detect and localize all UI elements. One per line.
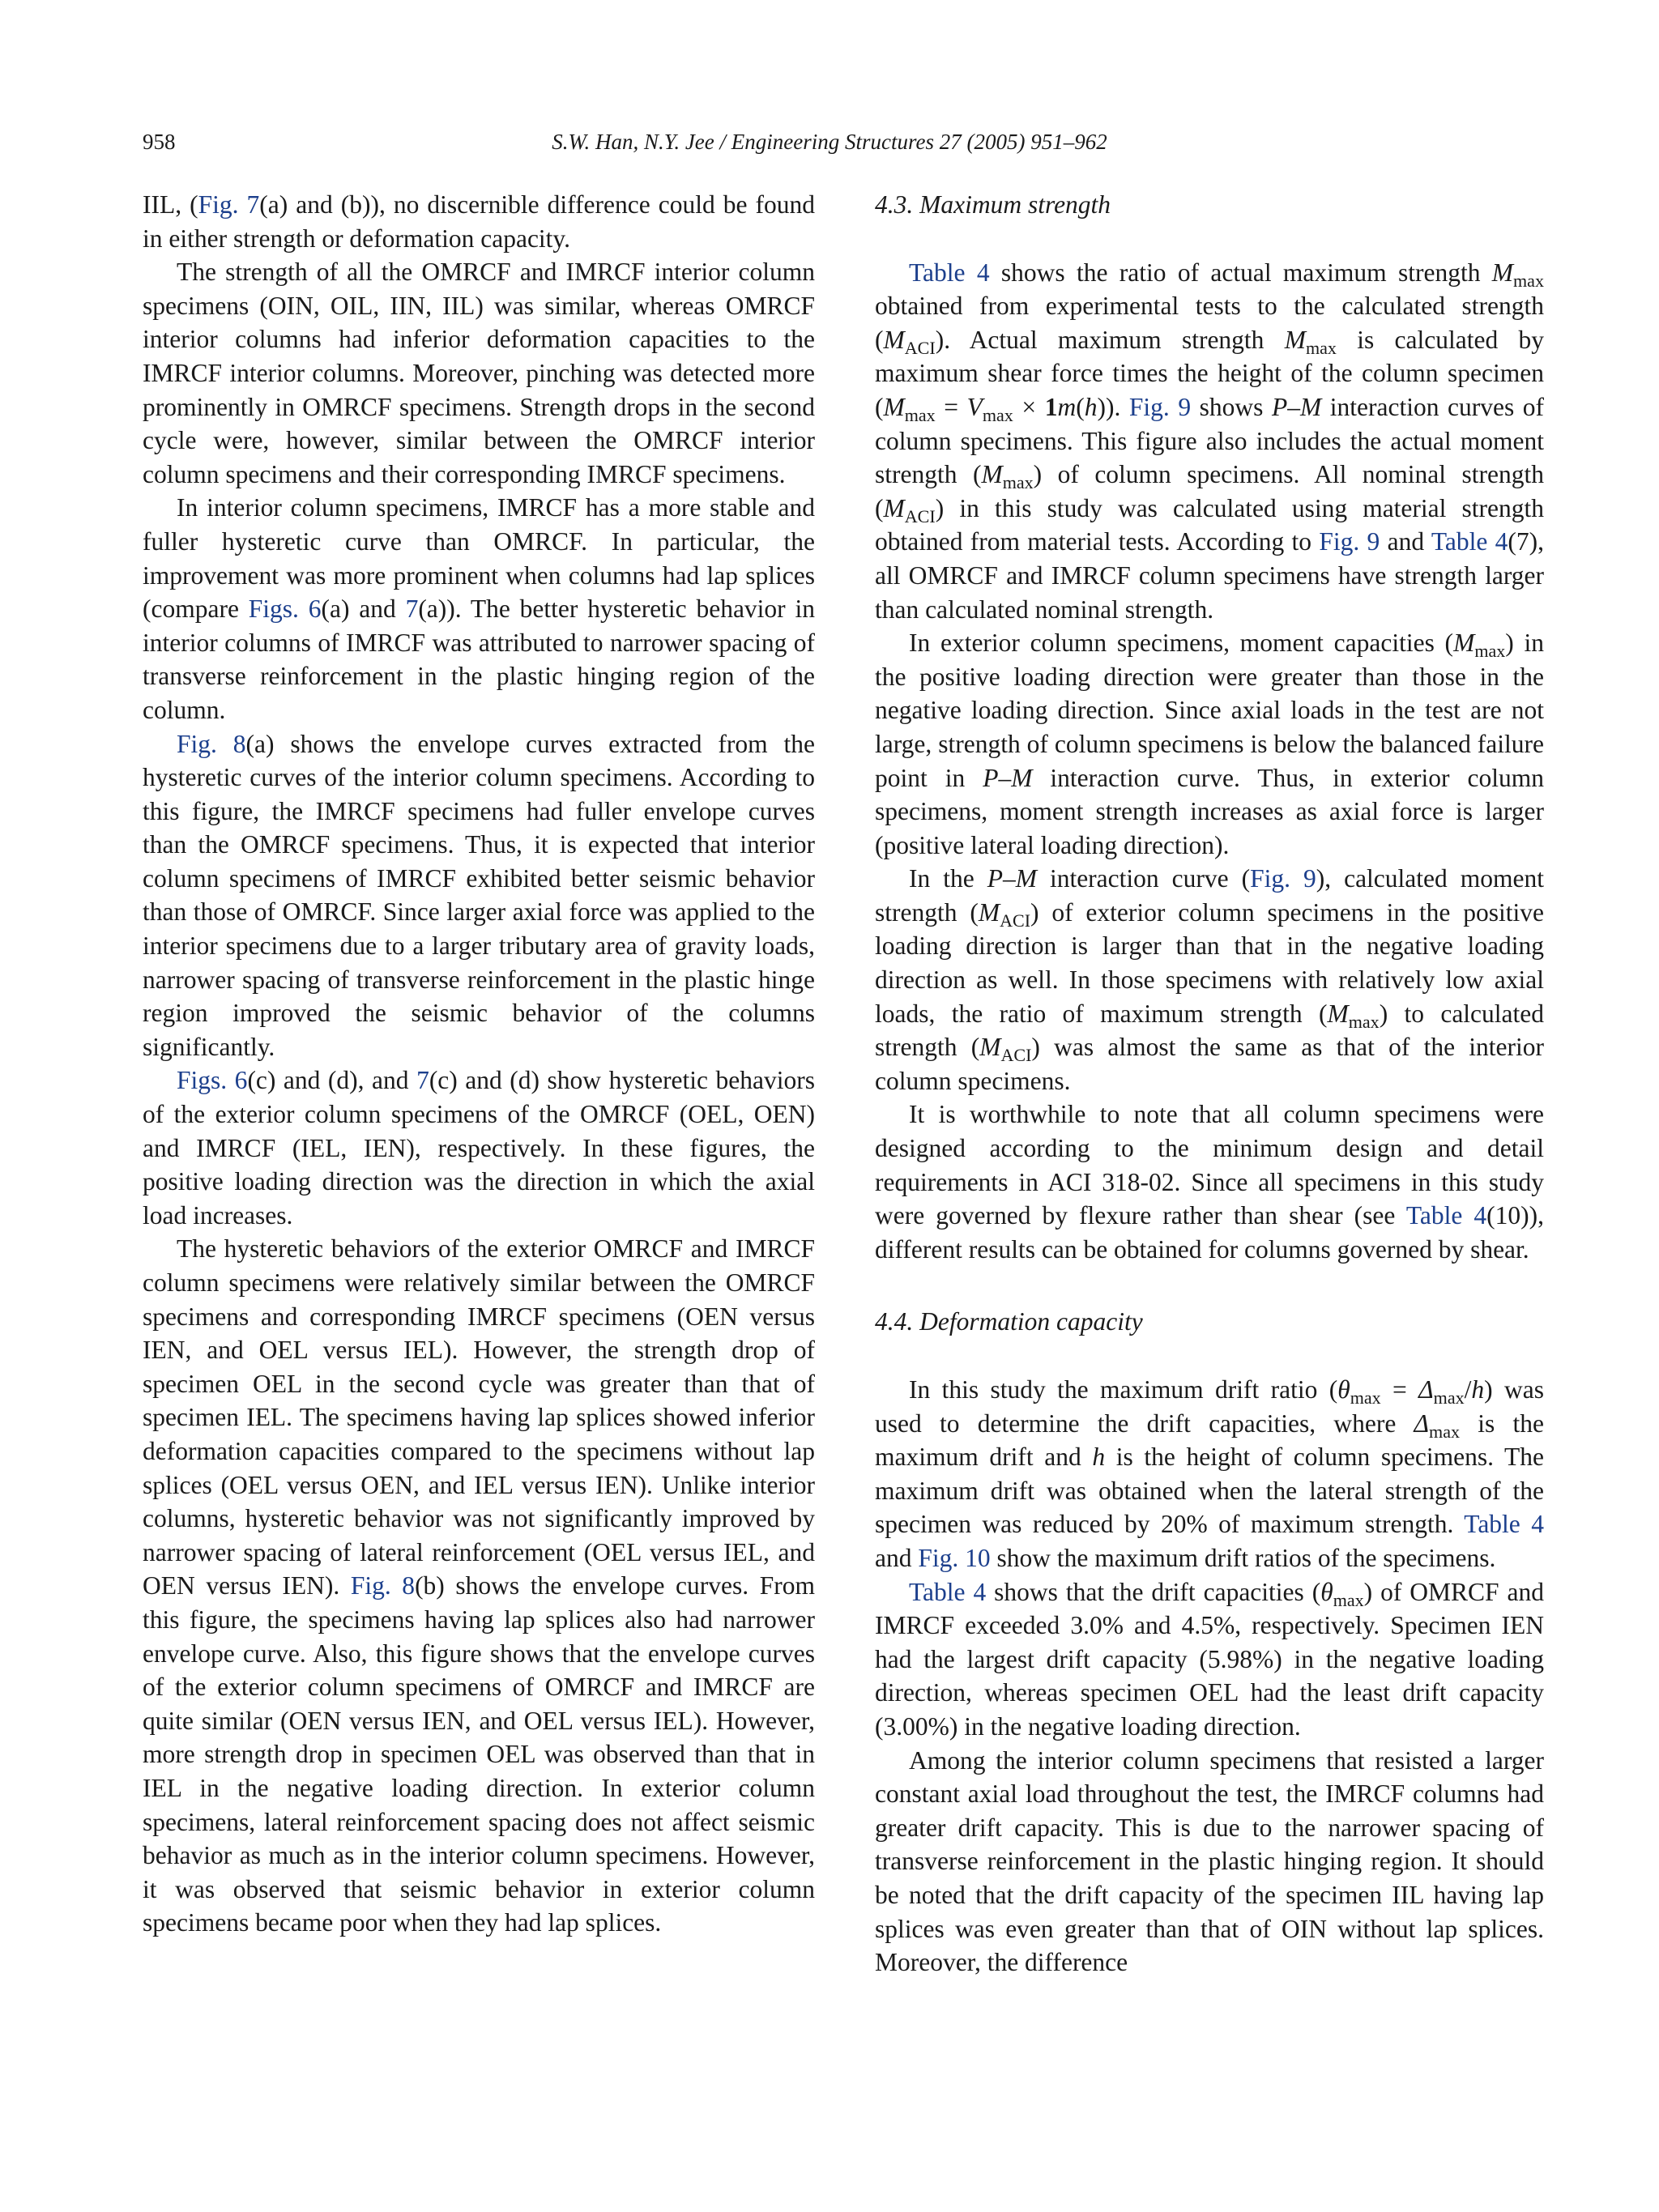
paragraph-pm-interaction: In the P–M interaction curve (Fig. 9), calculated moment strength $(M_{ACI})$ of exterior column specimens in the positive loading direction is larger than that in the negative loading direction as well. In those specimens with relatively low axial loads, the ratio of maximum strength $(M_{max})$ to calculated strength $(M_{ACI})$ was almost the same as that of the interior column specimens. <box>875 864 1545 1095</box>
right-column <box>875 188 1544 1980</box>
section-heading-maximum-strength: 4.3. Maximum strength <box>875 190 1111 219</box>
running-head: S.W. Han, N.Y. Jee / Engineering Structures 27 (2005) 951–962 <box>552 130 1107 154</box>
fig-9-link[interactable]: Fig. 9 <box>1128 392 1192 421</box>
fig-7-link[interactable]: 7 <box>416 1066 429 1095</box>
paragraph-interior-strength: The strength of all the OMRCF and IMRCF interior column specimens (OIN, OIL, IIN, IIL) was similar, whereas OMRCF interior columns had inferior deformation capacities to the IMRCF interior columns. Moreover, pinching was detected more prominently in OMRCF specimens. Strength drops in the second cycle were, however, similar between the OMRCF interior column specimens and their corresponding IMRCF specimens. <box>143 258 815 488</box>
table-4-link[interactable]: Table 4 <box>1431 527 1508 556</box>
table-4-link[interactable]: Table 4 <box>909 1577 987 1606</box>
fig-10-link[interactable]: Fig. 10 <box>918 1543 991 1572</box>
fig-9-link[interactable]: Fig. 9 <box>1319 527 1380 556</box>
page-number: 958 <box>143 130 176 154</box>
paragraph-exterior-hysteresis: The hysteretic behaviors of the exterior OMRCF and IMRCF column specimens were relatively similar between the OMRCF specimens and corresponding IMRCF specimens (OEN versus IEN, and OEL versus IEL). However, the strength drop of specimen OEL in the second cycle was greater than that of specimen IEL. The specimens having lap splices showed inferior deformation capacities compared to the specimens without lap splices (OEL versus OEN, and IEL versus IEN). Unlike interior columns, hysteretic behavior was not significantly improved by narrower spacing of lateral reinforcement (OEL versus IEL, and OEN versus IEN). Fig. 8(b) shows the envelope curves. From this figure, the specimens having lap splices also had narrower envelope curve. Also, this figure shows that the envelope curves of the exterior column specimens of OMRCF and IMRCF are quite similar (OEN versus IEN, and OEL versus IEL). However, more strength drop in specimen OEL was observed than that in IEL in the negative loading direction. In exterior column specimens, lateral reinforcement spacing does not affect seismic behavior as much as in the interior column specimens. However, it was observed that seismic behavior in exterior column specimens became poor when they had lap splices. <box>143 1234 815 1937</box>
figs-6-link[interactable]: Figs. 6 <box>248 595 322 624</box>
paragraph-exterior-moment: In exterior column specimens, moment capacities $(M_{max})$ in the positive loading direction were greater than those in the negative loading direction. Since axial loads in the test are not large, strength of column specimens is below the balanced failure point in P–M interaction curve. Thus, in exterior column specimens, moment strength increases as axial force is larger (positive lateral loading direction). <box>875 629 1545 859</box>
paragraph-exterior-figures: Figs. 6(c) and (d), and 7(c) and (d) show hysteretic behaviors of the exterior column specimens of the OMRCF (OEL, OEN) and IMRCF (IEL, IEN), respectively. In these figures, the positive loading direction was the direction in which the axial load increases. <box>143 1066 816 1230</box>
paragraph-drift-ratio: In this study the maximum drift ratio $(\theta_{max} = \Delta_{max}/h)$ was used to determine the drift capacities, where $\Delta_{max}$ is the maximum drift and h is the height of column specimens. The maximum drift was obtained when the lateral strength of the specimen was reduced by 20% of maximum strength. Table 4 and Fig. 10 show the maximum drift ratios of the specimens. <box>875 1375 1544 1572</box>
fig-7-link[interactable]: Fig. 7 <box>198 190 260 219</box>
paragraph-aci-design: It is worthwhile to note that all column specimens were designed according to the minimum design and detail requirements in ACI 318-02. Since all specimens in this study were governed by flexure rather than shear (see Table 4(10)), different results can be obtained for columns governed by shear. <box>875 1100 1544 1264</box>
paragraph-interior-drift: Among the interior column specimens that resisted a larger constant axial load throughout the test, the IMRCF columns had greater drift capacity. This is due to the narrower spacing of transverse reinforcement in the plastic hinging region. It should be noted that the drift capacity of the specimen IIL having lap splices was even greater than that of OIN without lap splices. Moreover, the difference <box>875 1745 1544 1977</box>
fig-9-link[interactable]: Fig. 9 <box>1250 864 1316 893</box>
paragraph-interior-envelope: Fig. 8(a) shows the envelope curves extracted from the hysteretic curves of the interior column specimens. According to this figure, the IMRCF specimens had fuller envelope curves than the OMRCF specimens. Thus, it is expected that interior column specimens of IMRCF exhibited better seismic behavior than those of OMRCF. Since larger axial force was applied to the interior specimens due to a larger tributary area of gravity loads, narrower spacing of transverse reinforcement in the plastic hinge region improved the seismic behavior of the columns significantly. <box>143 729 816 1061</box>
paragraph-max-strength-ratio: Table 4 shows the ratio of actual maximum strength $M_{max}$ obtained from experimental tests to the calculated strength $(M_{ACI})$. Actual maximum strength $M_{max}$ is calculated by maximum shear force times the height of the column specimen $(M_{max} = V_{max} \times 1m(h))$. Fig. 9 shows P–M interaction curves of column specimens. This figure also includes the actual moment strength $(M_{max})$ of column specimens. All nominal strength $(M_{ACI})$ in this study was calculated using material strength obtained from material tests. According to Fig. 9 and Table 4(7), all OMRCF and IMRCF column specimens have strength larger than calculated nominal strength. <box>875 258 1545 624</box>
table-4-link[interactable]: Table 4 <box>1464 1510 1544 1539</box>
table-4-link[interactable]: Table 4 <box>1405 1201 1487 1230</box>
section-heading-deformation-capacity: 4.4. Deformation capacity <box>875 1307 1143 1336</box>
fig-8-link[interactable]: Fig. 8 <box>177 729 246 758</box>
paragraph-interior-hysteresis: In interior column specimens, IMRCF has a more stable and fuller hysteretic curve than OMRCF. In particular, the improvement was more prominent when columns had lap splices (compare Figs. 6(a) and 7(a)). The better hysteretic behavior in interior columns of IMRCF was attributed to narrower spacing of transverse reinforcement in the plastic hinging region of the column. <box>143 493 815 724</box>
fig-8-link[interactable]: Fig. 8 <box>350 1571 416 1600</box>
left-column <box>143 188 815 1940</box>
table-4-link[interactable]: Table 4 <box>909 258 990 287</box>
figs-6-link[interactable]: Figs. 6 <box>177 1066 248 1095</box>
paragraph-continuation: IIL, (Fig. 7(a) and (b)), no discernible difference could be found in either strength or deformation capacity. <box>143 190 815 253</box>
paragraph-drift-capacities: Table 4 shows that the drift capacities $(\theta_{max})$ of OMRCF and IMRCF exceeded 3.0% and 4.5%, respectively. Specimen IEN had the largest drift capacity (5.98%) in the negative loading direction, whereas specimen OEL had the least drift capacity (3.00%) in the negative loading direction. <box>875 1577 1544 1741</box>
fig-7-link[interactable]: 7 <box>405 595 419 624</box>
